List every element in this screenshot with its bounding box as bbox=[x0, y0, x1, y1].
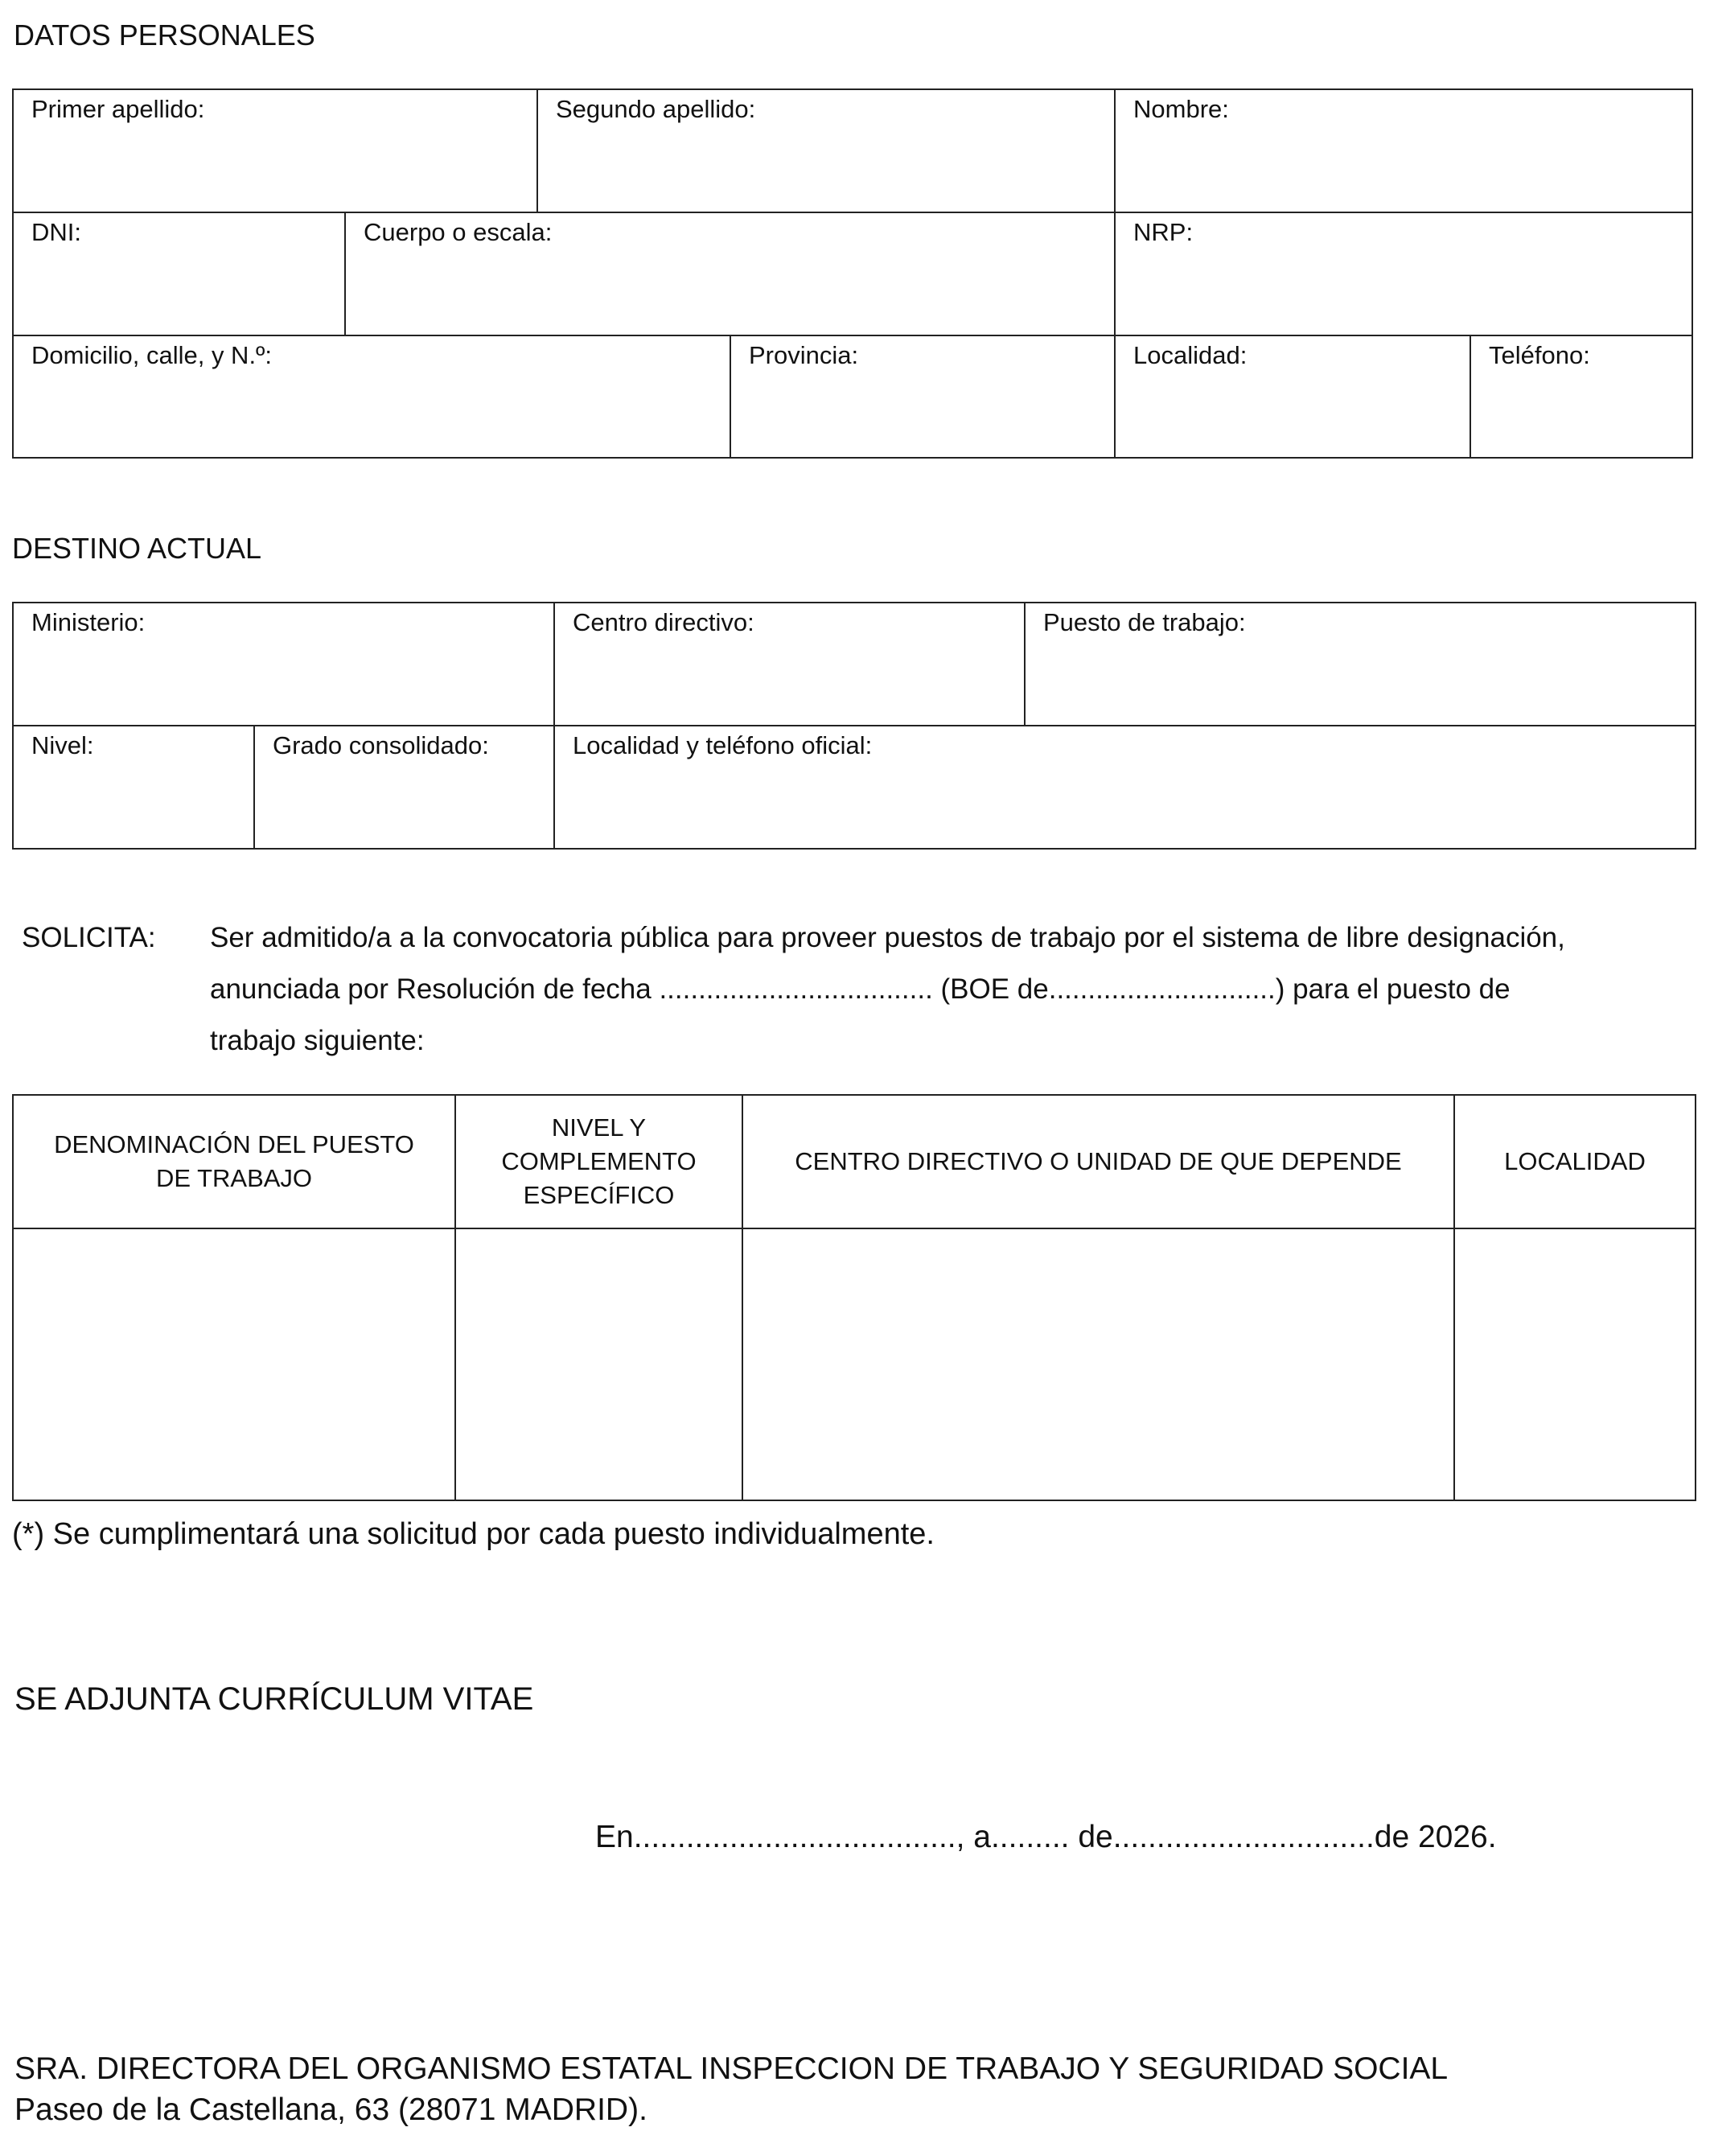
nrp-label: NRP: bbox=[1133, 218, 1194, 246]
fecha-line: En....................................., a......... de..............................de 2026. bbox=[595, 1820, 1497, 1854]
primer-apellido-field[interactable] bbox=[14, 90, 538, 213]
nivel-field[interactable] bbox=[14, 726, 255, 848]
solicita-line-2: anunciada por Resolución de fecha ................................... (BOE de.............................) para el puesto de bbox=[210, 973, 1511, 1005]
destino-actual-grid bbox=[12, 602, 1696, 850]
datos-personales-grid bbox=[12, 88, 1693, 459]
telefono-field[interactable] bbox=[1471, 336, 1692, 457]
solicita-label: SOLICITA: bbox=[22, 922, 156, 953]
puesto-trabajo-label: Puesto de trabajo: bbox=[1043, 608, 1246, 636]
puesto-trabajo-field[interactable] bbox=[1026, 603, 1695, 726]
solicita-line-1: Ser admitido/a a la convocatoria pública para proveer puestos de trabajo por el sistema de libre designación, bbox=[210, 922, 1565, 953]
nivel-label: Nivel: bbox=[31, 731, 94, 759]
curriculum-text: SE ADJUNTA CURRÍCULUM VITAE bbox=[14, 1681, 534, 1717]
localidad-label: Localidad: bbox=[1133, 341, 1248, 369]
primer-apellido-label: Primer apellido: bbox=[31, 95, 205, 123]
centro-directivo-field[interactable] bbox=[555, 603, 1026, 726]
cell-nivel-complemento[interactable] bbox=[456, 1229, 743, 1500]
telefono-label: Teléfono: bbox=[1489, 341, 1590, 369]
header-localidad: LOCALIDAD bbox=[1455, 1096, 1695, 1229]
provincia-field[interactable] bbox=[731, 336, 1116, 457]
localidad-field[interactable] bbox=[1116, 336, 1471, 457]
cuerpo-escala-field[interactable] bbox=[346, 213, 1116, 336]
cell-centro-directivo[interactable] bbox=[743, 1229, 1455, 1500]
dni-label: DNI: bbox=[31, 218, 81, 246]
destinatario-line-2: Paseo de la Castellana, 63 (28071 MADRID). bbox=[14, 2092, 647, 2127]
nombre-field[interactable] bbox=[1116, 90, 1692, 213]
solicita-text bbox=[210, 912, 1626, 1067]
domicilio-label: Domicilio, calle, y N.º: bbox=[31, 341, 272, 369]
provincia-label: Provincia: bbox=[749, 341, 859, 369]
destinatario-block bbox=[14, 2048, 1448, 2130]
segundo-apellido-field[interactable] bbox=[538, 90, 1116, 213]
section-title-datos-personales: DATOS PERSONALES bbox=[14, 19, 315, 51]
cell-localidad[interactable] bbox=[1455, 1229, 1695, 1500]
nombre-label: Nombre: bbox=[1133, 95, 1229, 123]
segundo-apellido-label: Segundo apellido: bbox=[556, 95, 756, 123]
localidad-telefono-field[interactable] bbox=[555, 726, 1695, 848]
section-title-destino-actual: DESTINO ACTUAL bbox=[12, 532, 262, 565]
ministerio-field[interactable] bbox=[14, 603, 555, 726]
localidad-telefono-label: Localidad y teléfono oficial: bbox=[573, 731, 873, 759]
cell-denominacion[interactable] bbox=[14, 1229, 456, 1500]
note-text: (*) Se cumplimentará una solicitud por cada puesto individualmente. bbox=[12, 1517, 935, 1551]
grado-consolidado-label: Grado consolidado: bbox=[273, 731, 489, 759]
domicilio-field[interactable] bbox=[14, 336, 731, 457]
header-centro-directivo: CENTRO DIRECTIVO O UNIDAD DE QUE DEPENDE bbox=[743, 1096, 1455, 1229]
solicita-line-3: trabajo siguiente: bbox=[210, 1025, 425, 1056]
header-nivel-complemento: NIVEL Y COMPLEMENTO ESPECÍFICO bbox=[456, 1096, 743, 1229]
dni-field[interactable] bbox=[14, 213, 346, 336]
centro-directivo-label: Centro directivo: bbox=[573, 608, 754, 636]
puesto-table bbox=[12, 1094, 1696, 1501]
grado-consolidado-field[interactable] bbox=[255, 726, 555, 848]
cuerpo-escala-label: Cuerpo o escala: bbox=[364, 218, 553, 246]
header-denominacion: DENOMINACIÓN DEL PUESTO DE TRABAJO bbox=[14, 1096, 456, 1229]
ministerio-label: Ministerio: bbox=[31, 608, 146, 636]
destinatario-line-1: SRA. DIRECTORA DEL ORGANISMO ESTATAL INSPECCION DE TRABAJO Y SEGURIDAD SOCIAL bbox=[14, 2051, 1449, 2086]
nrp-field[interactable] bbox=[1116, 213, 1692, 336]
